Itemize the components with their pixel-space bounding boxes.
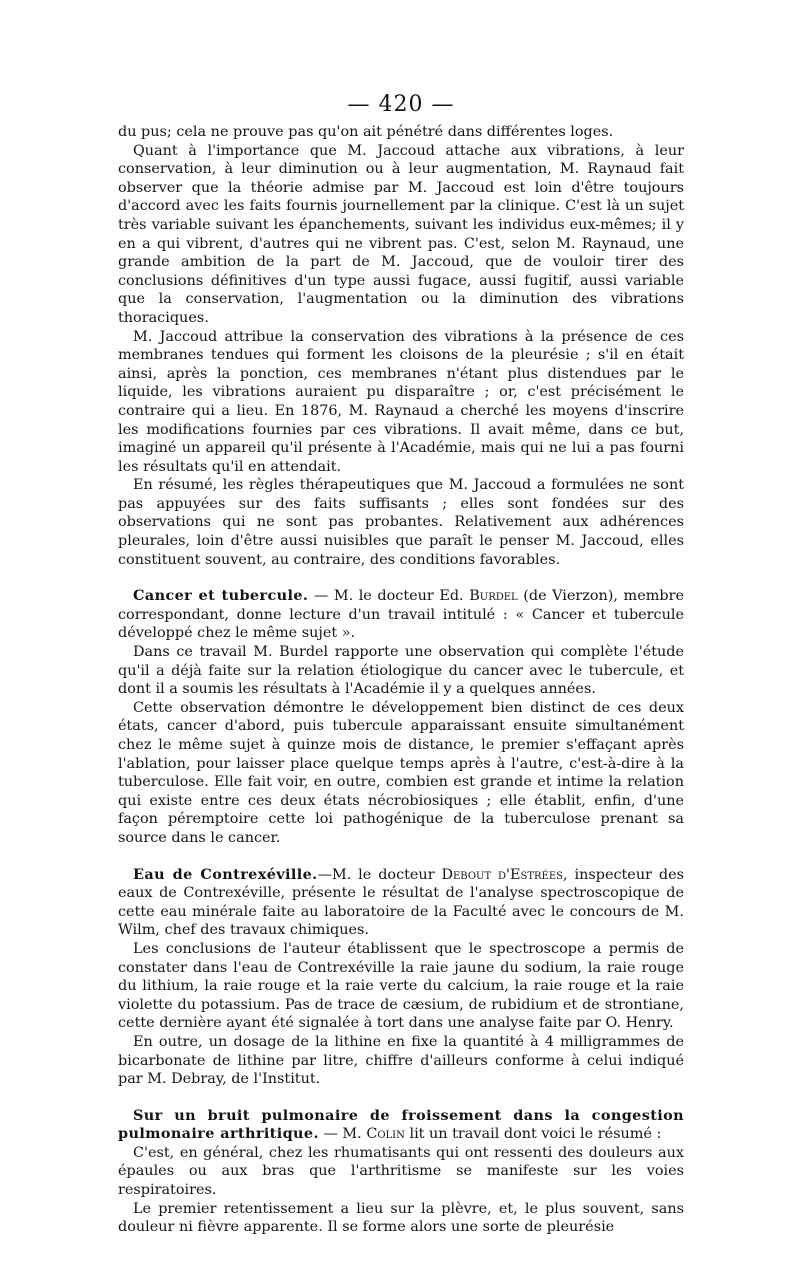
paragraph: En outre, un dosage de la lithine en fixe la quantité à 4 milligrammes de bicarbonate de lithine par litre, chiffre d'ailleurs conforme à celui indiqué par M. Debray, de l'Institut. — [118, 1033, 684, 1088]
intro-text: (de Vierzon), membre correspondant, donne lecture d'un travail intitulé : « Cancer et tubercule développé chez le même sujet ». — [118, 588, 684, 642]
intro-dash: — M. — [318, 1126, 367, 1143]
section-bruit-pulmonaire — [118, 1107, 684, 1237]
paragraph: Dans ce travail M. Burdel rapporte une observation qui complète l'étude qu'il a déjà faite sur la relation étiologique du cancer avec le tubercule, et dont il a soumis les résultats à l'Académie il y a quelques années. — [118, 644, 684, 698]
author-name: Debout d'Estrées — [441, 866, 564, 883]
paragraph: C'est, en général, chez les rhumatisants qui ont ressenti des douleurs aux épaules ou aux bras que l'arthritisme se manifeste sur les voies respiratoires. — [118, 1144, 684, 1199]
section-heading: Cancer et tubercule. — [133, 587, 309, 605]
paragraph: du pus; cela ne prouve pas qu'on ait pénétré dans différentes loges. — [118, 124, 614, 140]
continued-text — [118, 123, 684, 569]
author-name: Colin — [366, 1126, 405, 1143]
intro-text: , inspecteur des eaux de Contrexéville, présente le résultat de l'analyse spectroscopique de cette eau minérale faite au laboratoire de la Faculté avec le concours de M. Wilm, chef des travaux chimiques. — [118, 866, 684, 939]
intro-text: lit un travail dont voici le résumé : — [404, 1126, 662, 1143]
author-name: Burdel — [469, 588, 518, 605]
section-heading: Sur un bruit pulmonaire de froissement dans la congestion pulmonaire arthritique. — [118, 1106, 684, 1143]
section-cancer-tubercule — [118, 587, 684, 847]
paragraph: M. Jaccoud attribue la conservation des vibrations à la présence de ces membranes tendues qui forment les cloisons de la pleurésie ; s'il en était ainsi, après la ponction, ces membranes n'étant plus distendues par le liquide, les vibrations auraient pu disparaître ; or, c'est précisément le contraire qui a lieu. En 1876, M. Raynaud a cherché les moyens d'inscrire les modifications fournies par ces vibrations. Il avait même, dans ce but, imaginé un appareil qu'il présente à l'Académie, mais qui ne lui a pas fourni les résultats qu'il en attendait. — [118, 328, 684, 475]
intro-dash: —M. le docteur — [317, 866, 442, 883]
page-number: — 420 — — [347, 92, 455, 117]
paragraph: Quant à l'importance que M. Jaccoud attache aux vibrations, à leur conservation, à leur diminution ou à leur augmentation, M. Raynaud fait observer que la théorie admise par M. Jaccoud est loin d'être toujours d'accord avec les faits fournis journellement par la clinique. C'est là un sujet très variable suivant les épanchements, suivant les individus eux-mêmes; il y en a qui vibrent, d'autres qui ne vibrent pas. C'est, selon M. Raynaud, une grande ambition de la part de M. Jaccoud, que de vouloir tirer des conclusions définitives d'un type aussi fugace, aussi fugitif, aussi variable que la conservation, l'augmentation ou la diminution des vibrations thoraciques. — [118, 142, 684, 326]
paragraph: Cette observation démontre le développement bien distinct de ces deux états, cancer d'abord, puis tubercule apparaissant ensuite simultanément chez le même sujet à quinze mois de distance, le premier s'effaçant après l'ablation, pour laisser place quelque temps après à l'autre, c'est-à-dire à la tuberculose. Elle fait voir, en outre, combien est grande et intime la relation qui existe entre ces deux états nécrobiosiques ; elle établit, enfin, d'une façon péremptoire cette loi pathogénique de la tuberculose prenant sa source dans le cancer. — [118, 699, 684, 846]
paragraph: Le premier retentissement a lieu sur la plèvre, et, le plus souvent, sans douleur ni fièvre apparente. Il se forme alors une sorte de pleurésie — [118, 1200, 684, 1236]
section-eau-contrexeville — [118, 866, 684, 1089]
paragraph: En résumé, les règles thérapeutiques que M. Jaccoud a formulées ne sont pas appuyées sur des faits suffisants ; elles sont fondées sur des observations qui ne sont pas probantes. Relativement aux adhérences pleurales, loin d'être aussi nuisibles que paraît le penser M. Jaccoud, elles constituent souvent, au contraire, des conditions favorables. — [118, 477, 684, 568]
paragraph: Les conclusions de l'auteur établissent que le spectroscope a permis de constater dans l'eau de Contrexéville la raie jaune du sodium, la raie rouge du lithium, la raie rouge et la raie verte du calcium, la raie rouge et la raie violette du potassium. Pas de trace de cæsium, de rubidium et de strontiane, cette dernière ayant été signalée à tort dans une analyse faite par O. Henry. — [118, 940, 684, 1032]
intro-dash: — M. le docteur Ed. — [308, 588, 470, 605]
section-intro — [118, 587, 684, 643]
document-page — [118, 92, 684, 1237]
section-heading: Eau de Contrexéville. — [133, 865, 318, 883]
section-intro — [118, 866, 684, 940]
section-intro — [118, 1107, 684, 1144]
